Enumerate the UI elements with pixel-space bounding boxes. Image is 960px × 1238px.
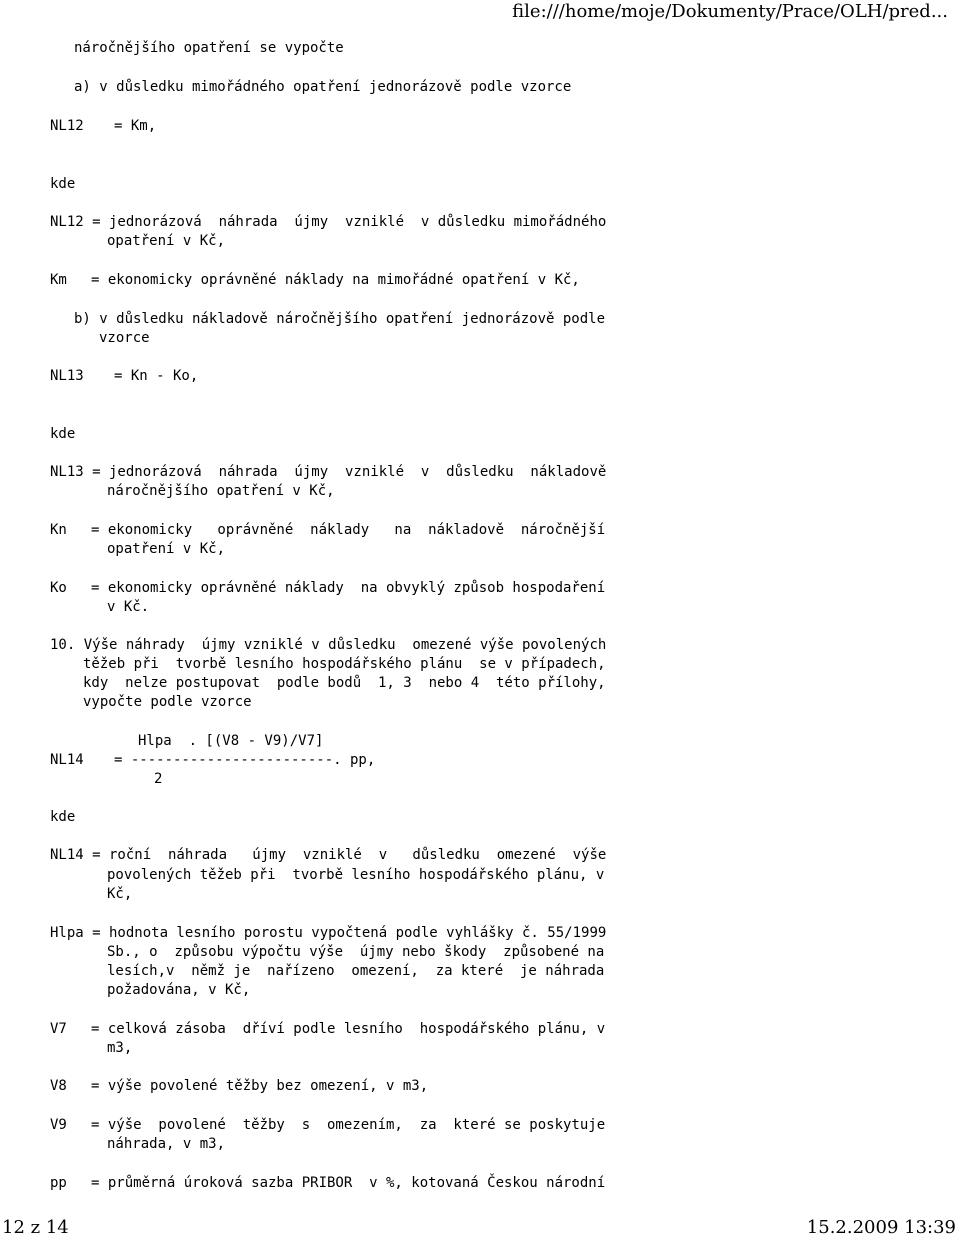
- document-line: pp: [50, 1175, 67, 1191]
- document-line: Hlpa = hodnota lesního porostu vypočtená podle vyhlášky č. 55/1999: [50, 925, 607, 941]
- document-line: Km: [50, 272, 67, 288]
- footer-datetime: 15.2.2009 13:39: [806, 1217, 956, 1238]
- document-line: NL14 = roční náhrada újmy vzniklé v důsledku omezené výše: [50, 847, 607, 863]
- document-line: = Km,: [114, 118, 157, 134]
- footer-page-number: 12 z 14: [2, 1217, 69, 1238]
- document-line: Ko: [50, 580, 67, 596]
- document-line: kde: [50, 809, 76, 825]
- document-line: Kn: [50, 522, 67, 538]
- document-line: = Kn - Ko,: [114, 368, 199, 384]
- document-line: NL12 = jednorázová náhrada újmy vzniklé v důsledku mimořádného: [50, 214, 607, 230]
- document-line: Kč,: [107, 886, 133, 902]
- document-line: požadována, v Kč,: [107, 982, 251, 998]
- document-line: NL13 = jednorázová náhrada újmy vzniklé v důsledku nákladově: [50, 464, 607, 480]
- document-line: v Kč.: [107, 599, 150, 615]
- document-line: 2: [154, 771, 163, 787]
- header-url: file:///home/moje/Dokumenty/Prace/OLH/pred...: [512, 1, 948, 22]
- document-line: opatření v Kč,: [107, 541, 226, 557]
- document-line: = ekonomicky oprávněné náklady na obvyklý způsob hospodaření: [91, 580, 606, 596]
- document-line: = celková zásoba dříví podle lesního hospodářského plánu, v: [91, 1021, 606, 1037]
- document-line: vypočte podle vzorce: [83, 694, 252, 710]
- document-line: náročnějšího opatření se vypočte: [74, 40, 344, 56]
- document-line: m3,: [107, 1040, 133, 1056]
- document-line: kde: [50, 176, 76, 192]
- document-line: a) v důsledku mimořádného opatření jednorázově podle vzorce: [74, 79, 572, 95]
- document-line: = ekonomicky oprávněné náklady na nákladově náročnější: [91, 522, 606, 538]
- document-line: = ekonomicky oprávněné náklady na mimořádné opatření v Kč,: [91, 272, 580, 288]
- document-line: lesích,v němž je nařízeno omezení, za které je náhrada: [107, 963, 605, 979]
- document-line: těžeb při tvorbě lesního hospodářského plánu se v případech,: [83, 656, 606, 672]
- document-line: náročnějšího opatření v Kč,: [107, 483, 335, 499]
- document-line: = výše povolené těžby s omezením, za které se poskytuje: [91, 1117, 606, 1133]
- document-line: NL12: [50, 118, 84, 134]
- document-line: Hlpa . [(V8 - V9)/V7]: [138, 733, 324, 749]
- document-line: Sb., o způsobu výpočtu výše újmy nebo škody způsobené na: [107, 944, 605, 960]
- document-line: kde: [50, 426, 76, 442]
- document-line: = ------------------------. pp,: [114, 752, 376, 768]
- document-line: V8: [50, 1078, 67, 1094]
- document-line: NL14: [50, 752, 84, 768]
- document-line: V9: [50, 1117, 67, 1133]
- document-line: vzorce: [99, 330, 150, 346]
- document-line: b) v důsledku nákladově náročnějšího opatření jednorázově podle: [74, 311, 606, 327]
- document-line: 10. Výše náhrady újmy vzniklé v důsledku omezené výše povolených: [50, 637, 607, 653]
- document-line: opatření v Kč,: [107, 233, 226, 249]
- document-line: povolených těžeb při tvorbě lesního hospodářského plánu, v: [107, 867, 605, 883]
- document-line: NL13: [50, 368, 84, 384]
- document-line: V7: [50, 1021, 67, 1037]
- document-line: náhrada, v m3,: [107, 1136, 226, 1152]
- document-line: kdy nelze postupovat podle bodů 1, 3 nebo 4 této přílohy,: [83, 675, 606, 691]
- document-line: = výše povolené těžby bez omezení, v m3,: [91, 1078, 429, 1094]
- document-line: = průměrná úroková sazba PRIBOR v %, kotovaná Českou národní: [91, 1175, 606, 1191]
